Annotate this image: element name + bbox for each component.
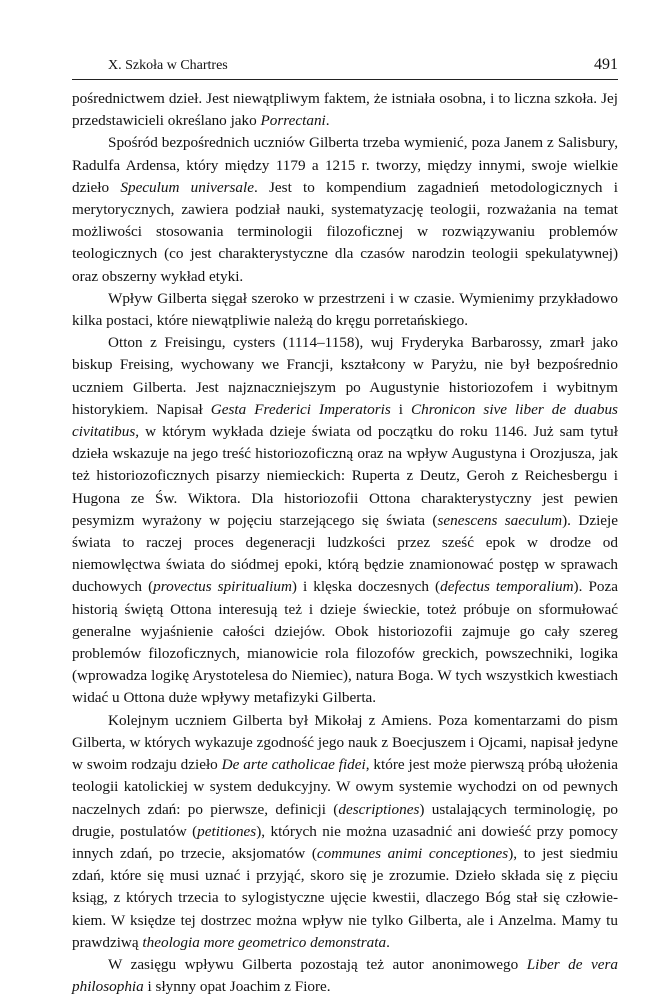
italic-title-text: descriptiones — [338, 800, 420, 818]
text-run: . — [386, 933, 390, 951]
italic-title-text: communes animi conceptiones — [316, 844, 509, 862]
italic-title-text: theologia more geometrico demonstrata — [142, 933, 387, 951]
running-header — [72, 56, 618, 80]
italic-title-text: De arte catholicae fidei — [221, 756, 366, 774]
paragraph-3 — [72, 288, 618, 332]
italic-title-text: petitiones — [197, 822, 257, 840]
text-run: , które jest może pierwszą próbą ułożenia teologii katolickiej w system dedukcyjny. W owym systemie wychodzi on od pewnych naczelnych zdań: po pierwsze, definicji ( — [72, 756, 618, 818]
text-run: ) i klęska doczesnych ( — [291, 578, 441, 596]
paragraph-2 — [72, 132, 618, 287]
page-number: 491 — [594, 56, 618, 73]
italic-title-text: Speculum universale — [120, 178, 254, 196]
text-run: Spośród bezpośrednich uczniów Gilberta trzeba wymienić, poza Janem z Salisbury, Radulfa Ardensa, który między 1179 a 1215 r. tworzy, między innymi, swoje wielkie dzieło — [72, 134, 618, 196]
text-run: ) ustalających terminologię, po drugie, postulatów ( — [72, 800, 619, 840]
paragraph-1 — [72, 88, 618, 132]
book-page — [72, 56, 618, 998]
text-run: pośrednictwem dzieł. Jest niewątpliwym faktem, że istniała osobna, i to liczna szkoła. Jej przedstawicieli określano jako — [72, 90, 618, 130]
text-run: Otton z Freisingu, cysters (1114–1158), wuj Fryderyka Barbarossy, zmarł jako biskup Freising, wychowany we Francji, kształcony w Paryżu, nie był bezpośrednio uczniem Gilberta. Jest najznaczniejszym po Augustynie historiozofem i wybitnym historykiem. Napisał — [72, 334, 618, 418]
text-run: Wpływ Gilberta sięgał szeroko w przestrzeni i w czasie. Wymienimy przykładowo kilka postaci, które niewątpliwie należą do kręgu porretańskiego. — [72, 289, 618, 330]
text-run: . — [325, 112, 330, 130]
text-run: ), to jest siedmiu zdań, które się musi uznać i przyjąć, skoro się je zrozumie. Dzieło składa się z pięciu ksiąg, z których trzecia to sylogistyczne ujęcie kwestii, dlaczego Bóg stał się człowiekiem. W księdze tej dostrzec można wpływ nie tylko Gilberta, ale i Anzelma. Mamy tu prawdziwą — [72, 844, 618, 951]
text-run: . Jest to kompendium zagadnień metodologicznych i merytorycznych, zawiera podział nauki, systematyzację teologii, rozważania na temat możliwości stosowania terminologii filozoficznej w rozwiązywaniu problemów teologicznych (co jest charakterystyczne dla czasów narodzin teologii spekulatywnej) oraz obszerny wykład etyki. — [72, 178, 619, 285]
text-run: Kolejnym uczniem Gilberta był Mikołaj z Amiens. Poza komentarzami do pism Gilberta, w których wykazuje zgodność jego nauk z Boecjuszem i Ojcami, napisał jedyne w swoim rodzaju dzieło — [72, 711, 618, 774]
italic-title-text: defectus temporalium — [440, 578, 574, 596]
paragraph-5 — [72, 710, 618, 954]
paragraph-6 — [72, 954, 618, 998]
text-run: i słynny opat Joachim z Fiore. — [143, 978, 331, 996]
text-run: , w którym wykłada dzieje świata od początku do roku 1146. Już sam tytuł dzieła wskazuje na jego treść historiozoficzną oraz na wpływ Augustyna i Orozjusza, jak też historiozoficznych pisarzy niemieckich: Ruperta z Deutz, Geroh z Reichesbergu i Hugona ze Św. Wiktora. Dla historiozofii Ottona charakterystyczny jest pewien pesymizm wyrażony w pojęciu starzejącego się świata ( — [72, 423, 618, 529]
italic-title-text: Gesta Frederici Imperatoris — [210, 400, 391, 418]
text-run: ). Dzieje świata to raczej proces degeneracji ludzkości przez sześć epok w drodze od niemowlęctwa świata do siódmej epoki, którą będzie znamionować postęp w sprawach duchowych ( — [72, 511, 618, 596]
italic-title-text: senescens saeculum — [437, 511, 563, 529]
text-run: ). Poza historią świętą Ottona interesują też i dzieje świeckie, toteż próbuje on sformułować generalne wyjaśnienie całości dziejów. Obok historiozofii zajmuje go cały szereg problemów filozoficznych, mianowicie rola filozofów greckich, powszechniki, logika (wprowadza logikę Arystotelesa do Niemiec), natura Boga. W tych wszystkich kwestiach widać u Ottona duże wpływy metafizyki Gilberta. — [72, 578, 618, 707]
text-run: W zasięgu wpływu Gilberta pozostają też autor anonimowego — [108, 955, 527, 973]
italic-title-text: Liber de vera philosophia — [72, 955, 618, 996]
text-run: i — [390, 400, 411, 418]
paragraph-4 — [72, 332, 618, 709]
chapter-title: X. Szkoła w Chartres — [108, 58, 228, 73]
body-text — [72, 88, 618, 998]
italic-title-text: Chronicon sive liber de duabus civitatibus — [72, 400, 618, 441]
text-run: ), których nie można uzasadnić ani dowieść przy pomocy innych zdań, po trzecie, aksjomatów ( — [72, 822, 618, 862]
italic-title-text: Porrectani — [260, 112, 326, 130]
italic-title-text: provectus spiritualium — [153, 578, 292, 596]
